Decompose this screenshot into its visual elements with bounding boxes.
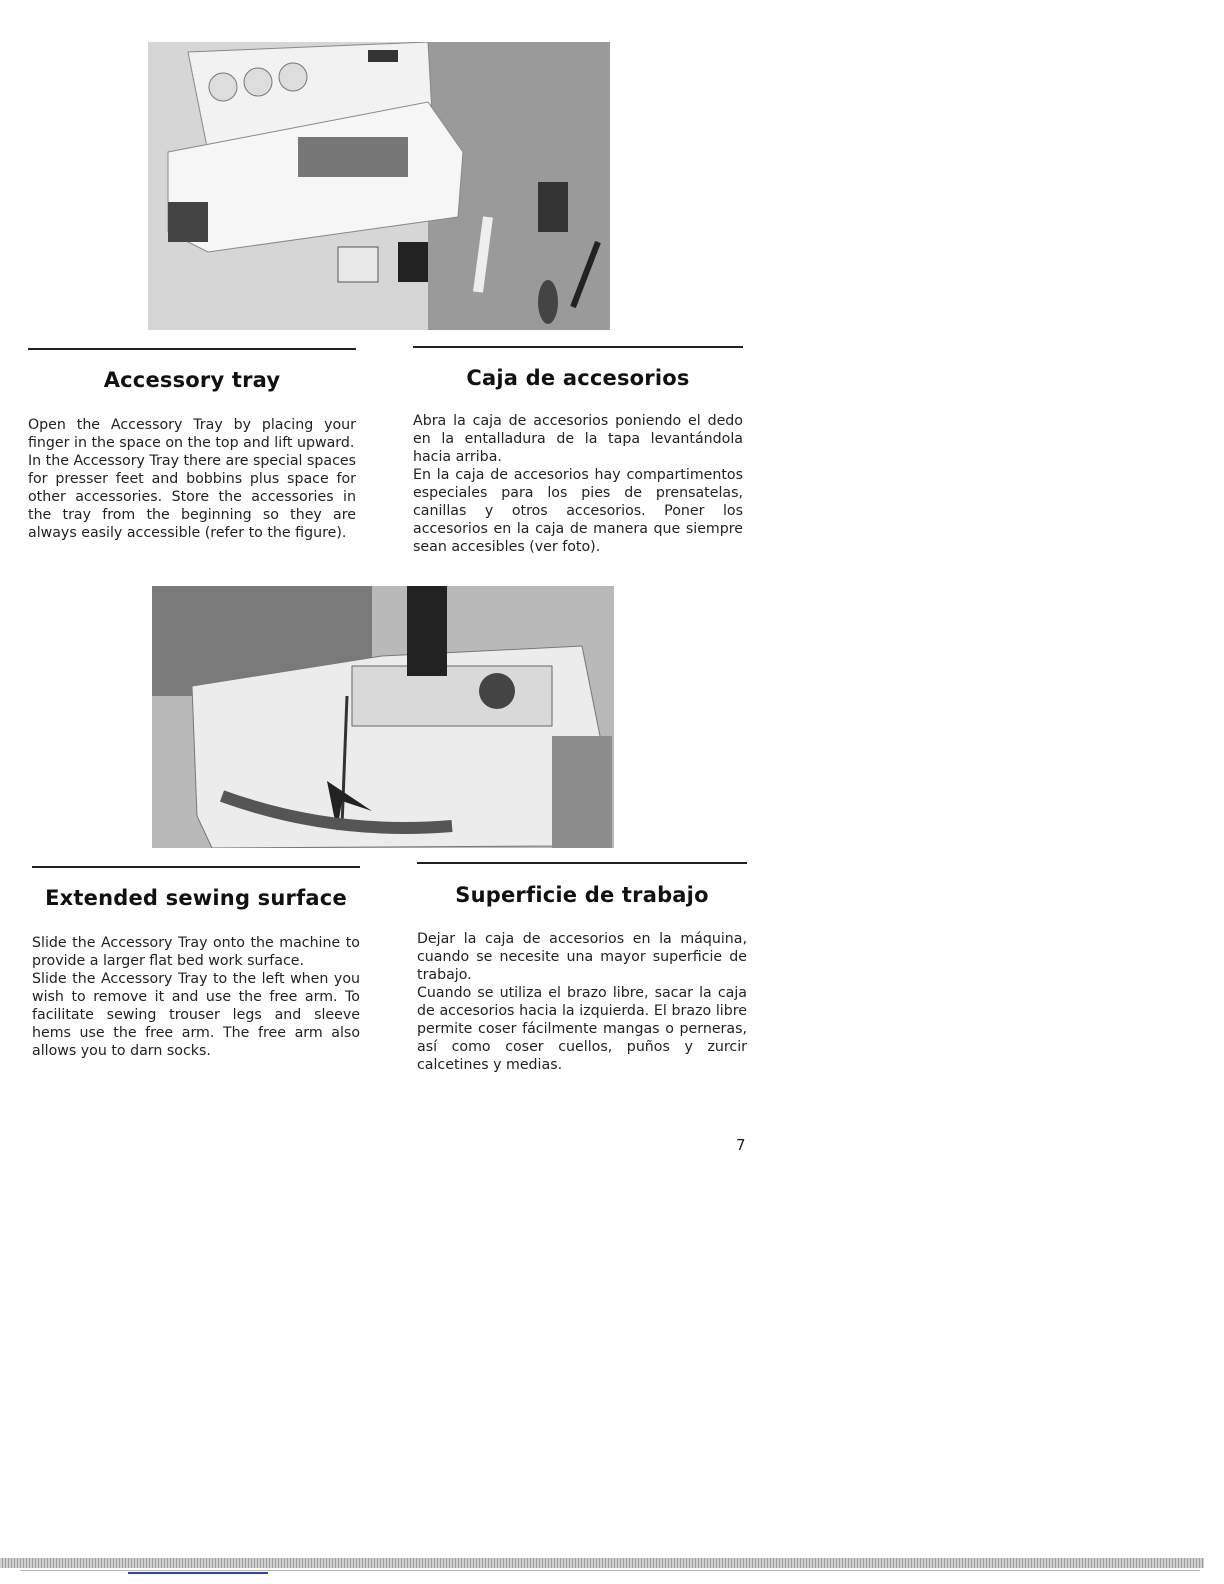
extended-sewing-surface-text [32,934,360,1060]
paragraph: Abra la caja de accesorios poniendo el dedo en la entalladura de la tapa levantándola hacia arriba. [413,413,743,465]
paragraph: Slide the Accessory Tray to the left when you wish to remove it and use the free arm. To facilitate sewing trouser legs and sleeve hems use the free arm. The free arm also allows you to darn socks. [32,971,360,1059]
scan-edge-strip [0,1558,1204,1568]
paragraph: Dejar la caja de accesorios en la máquina, cuando se necesite una mayor superficie de trabajo. [417,931,747,983]
paragraph: Cuando se utiliza el brazo libre, sacar la caja de accesorios hacia la izquierda. El brazo libre permite coser fácilmente mangas o perneras, así como coser cuellos, puños y zurcir calcetines y medias. [417,985,747,1073]
superficie-de-trabajo-heading: Superficie de trabajo [455,883,709,907]
paragraph: Slide the Accessory Tray onto the machine to provide a larger flat bed work surface. [32,935,360,969]
superficie-de-trabajo-text [417,930,747,1074]
paragraph: In the Accessory Tray there are special spaces for presser feet and bobbins plus space for other accessories. Store the accessories in the tray from the beginning so they are always easily accessible (refer to the figure). [28,453,357,541]
caja-de-accesorios-text [413,412,743,556]
scan-edge-line [20,1570,1200,1571]
page-number: 7 [736,1136,746,1154]
accessory-tray-heading: Accessory tray [103,368,281,392]
section-rule [417,862,747,864]
accessory-tray-illustration [148,42,610,330]
section-rule [32,866,360,868]
section-rule [28,348,356,350]
extended-sewing-surface-heading: Extended sewing surface [45,886,347,910]
accessory-tray-photo [148,42,610,330]
scan-edge-mark [128,1572,268,1574]
accessory-tray-text [28,416,356,542]
free-arm-illustration [152,586,614,848]
free-arm-photo [152,586,614,848]
section-rule [413,346,743,348]
caja-de-accesorios-heading: Caja de accesorios [466,366,690,390]
paragraph: Open the Accessory Tray by placing your finger in the space on the top and lift upward. [28,417,356,451]
paragraph: En la caja de accesorios hay compartimentos especiales para los pies de prensatelas, canillas y otros accesorios. Poner los accesorios en la caja de manera que siempre sean accesibles (ver foto). [413,467,743,555]
